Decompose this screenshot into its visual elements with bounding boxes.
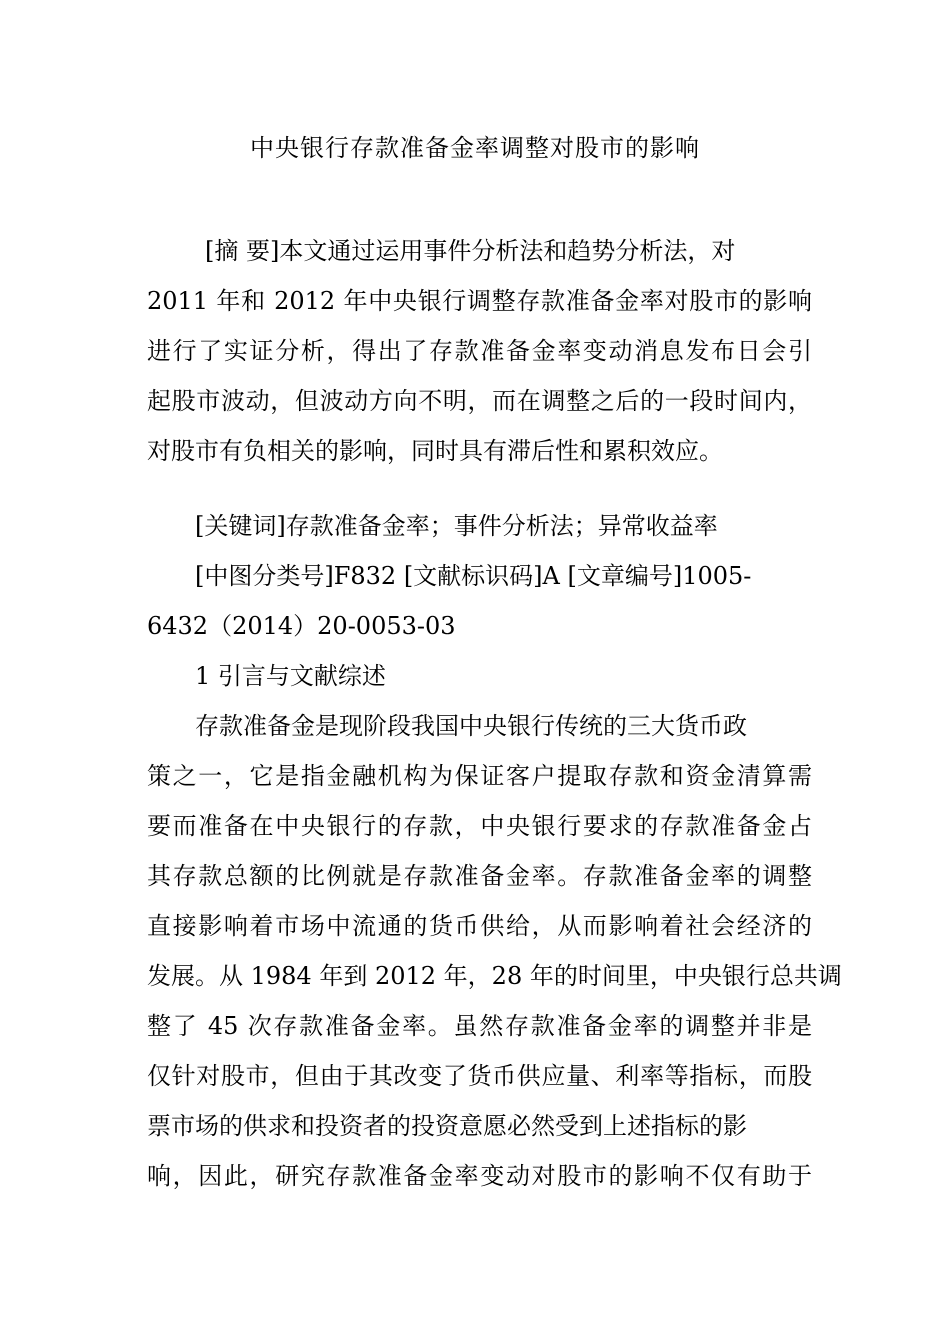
body-line: 发展。从 1984 年到 2012 年，28 年的时间里，中央银行总共调 xyxy=(147,962,842,990)
classification-line: 6432（2014）20-0053-03 xyxy=(147,612,456,640)
body-line: 直接影响着市场中流通的货币供给，从而影响着社会经济的 xyxy=(147,912,812,940)
body-line: 其存款总额的比例就是存款准备金率。存款准备金率的调整 xyxy=(147,862,812,890)
body-line: 票市场的供求和投资者的投资意愿必然受到上述指标的影 xyxy=(147,1112,747,1140)
body-line: 整了 45 次存款准备金率。虽然存款准备金率的调整并非是 xyxy=(147,1012,812,1040)
body-line: 仅针对股市，但由于其改变了货币供应量、利率等指标，而股 xyxy=(147,1062,812,1090)
abstract-line: 2011 年和 2012 年中央银行调整存款准备金率对股市的影响 xyxy=(147,287,812,315)
section-heading: 1 引言与文献综述 xyxy=(195,662,386,690)
classification-line: [中图分类号]F832 [文献标识码]A [文章编号]1005- xyxy=(195,562,752,590)
body-line: 策之一，它是指金融机构为保证客户提取存款和资金清算需 xyxy=(147,762,812,790)
body-line: 要而准备在中央银行的存款，中央银行要求的存款准备金占 xyxy=(147,812,812,840)
abstract-line: 对股市有负相关的影响，同时具有滞后性和累积效应。 xyxy=(147,437,723,465)
document-title: 中央银行存款准备金率调整对股市的影响 xyxy=(250,134,700,162)
abstract-line: 进行了实证分析，得出了存款准备金率变动消息发布日会引 xyxy=(147,337,812,365)
abstract-line: [摘 要]本文通过运用事件分析法和趋势分析法，对 xyxy=(205,237,736,265)
abstract-line: 起股市波动，但波动方向不明，而在调整之后的一段时间内， xyxy=(147,387,812,415)
keywords: [关键词]存款准备金率；事件分析法；异常收益率 xyxy=(195,512,718,540)
body-line: 响，因此，研究存款准备金率变动对股市的影响不仅有助于 xyxy=(147,1162,812,1190)
body-line: 存款准备金是现阶段我国中央银行传统的三大货币政 xyxy=(195,712,747,740)
